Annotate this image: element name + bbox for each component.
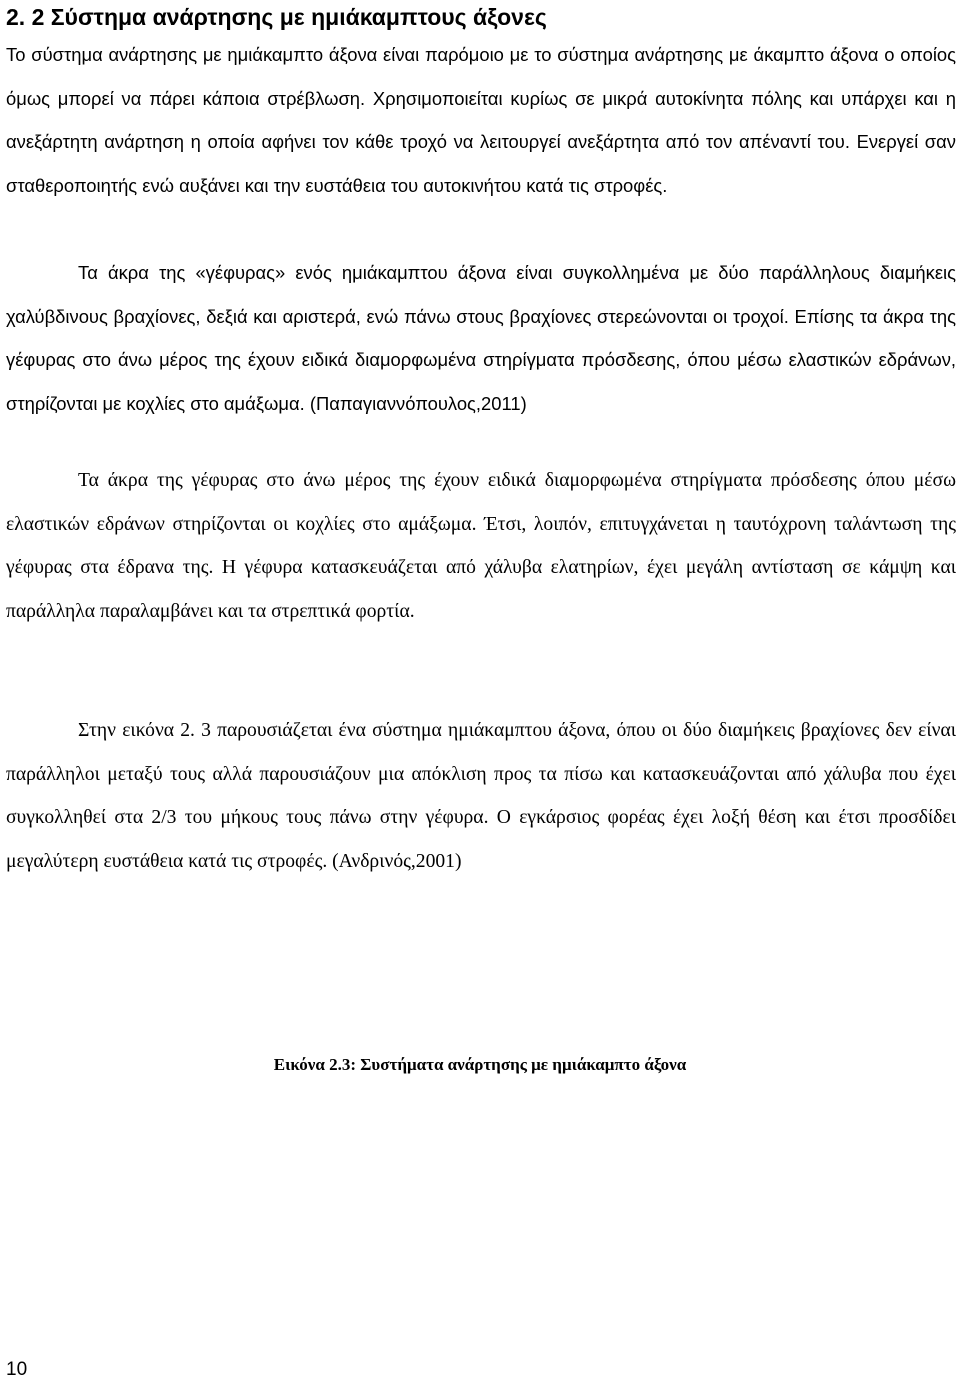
section-heading: 2. 2 Σύστημα ανάρτησης με ημιάκαμπτους άξονες: [6, 4, 547, 30]
figure-caption: Εικόνα 2.3: Συστήματα ανάρτησης με ημιάκαμπτο άξονα: [273, 1055, 687, 1074]
paragraph-bridge-arms: Τα άκρα της «γέφυρας» ενός ημιάκαμπτου άξονα είναι συγκολλημένα με δύο παράλληλους διαμήκεις χαλύβδινους βραχίονες, δεξιά και αριστερά, ενώ πάνω στους βραχίονες στερεώνονται οι τροχοί. Επίσης τα άκρα της γέφυρας στο άνω μέρος της έχουν ειδικά διαμορφωμένα στηρίγματα πρόσδεσης, όπου μέσω ελαστικών εδράνων, στηρίζονται με κοχλίες στο αμάξωμα. (Παπαγιαννόπουλος,2011): [6, 262, 956, 414]
paragraph-bridge-mounts: Τα άκρα της γέφυρας στο άνω μέρος της έχουν ειδικά διαμορφωμένα στηρίγματα πρόσδεσης όπου μέσω ελαστικών εδράνων στηρίζονται οι κοχλίες στο αμάξωμα. Έτσι, λοιπόν, επιτυγχάνεται η ταυτόχρονη ταλάντωση της γέφυρας στα έδρανα της. Η γέφυρα κατασκευάζεται από χάλυβα ελατηρίων, έχει μεγάλη αντίσταση σε κάμψη και παράλληλα παραλαμβάνει και τα στρεπτικά φορτία.: [6, 470, 956, 622]
paragraph-intro: Το σύστημα ανάρτησης με ημιάκαμπτο άξονα είναι παρόμοιο με το σύστημα ανάρτησης με άκαμπτο άξονα ο οποίος όμως μπορεί να πάρει κάποια στρέβλωση. Χρησιμοποιείται κυρίως σε μικρά αυτοκίνητα πόλης και υπάρχει και η ανεξάρτητη ανάρτηση η οποία αφήνει τον κάθε τροχό να λειτουργεί ανεξάρτητα από τον απέναντί του. Ενεργεί σαν σταθεροποιητής ενώ αυξάνει και την ευστάθεια του αυτοκινήτου κατά τις στροφές.: [6, 44, 956, 196]
page-number: 10: [6, 1359, 28, 1380]
paragraph-figure-description: Στην εικόνα 2. 3 παρουσιάζεται ένα σύστημα ημιάκαμπτου άξονα, όπου οι δύο διαμήκεις βραχίονες δεν είναι παράλληλοι μεταξύ τους αλλά παρουσιάζουν μια απόκλιση προς τα πίσω και κατασκευάζονται από χάλυβα που έχει συγκολληθεί στα 2/3 του μήκους τους πάνω στην γέφυρα. Ο εγκάρσιος φορέας έχει λοξή θέση και έτσι προσδίδει μεγαλύτερη ευστάθεια κατά τις στροφές. (Ανδρινός,2001): [6, 720, 956, 872]
